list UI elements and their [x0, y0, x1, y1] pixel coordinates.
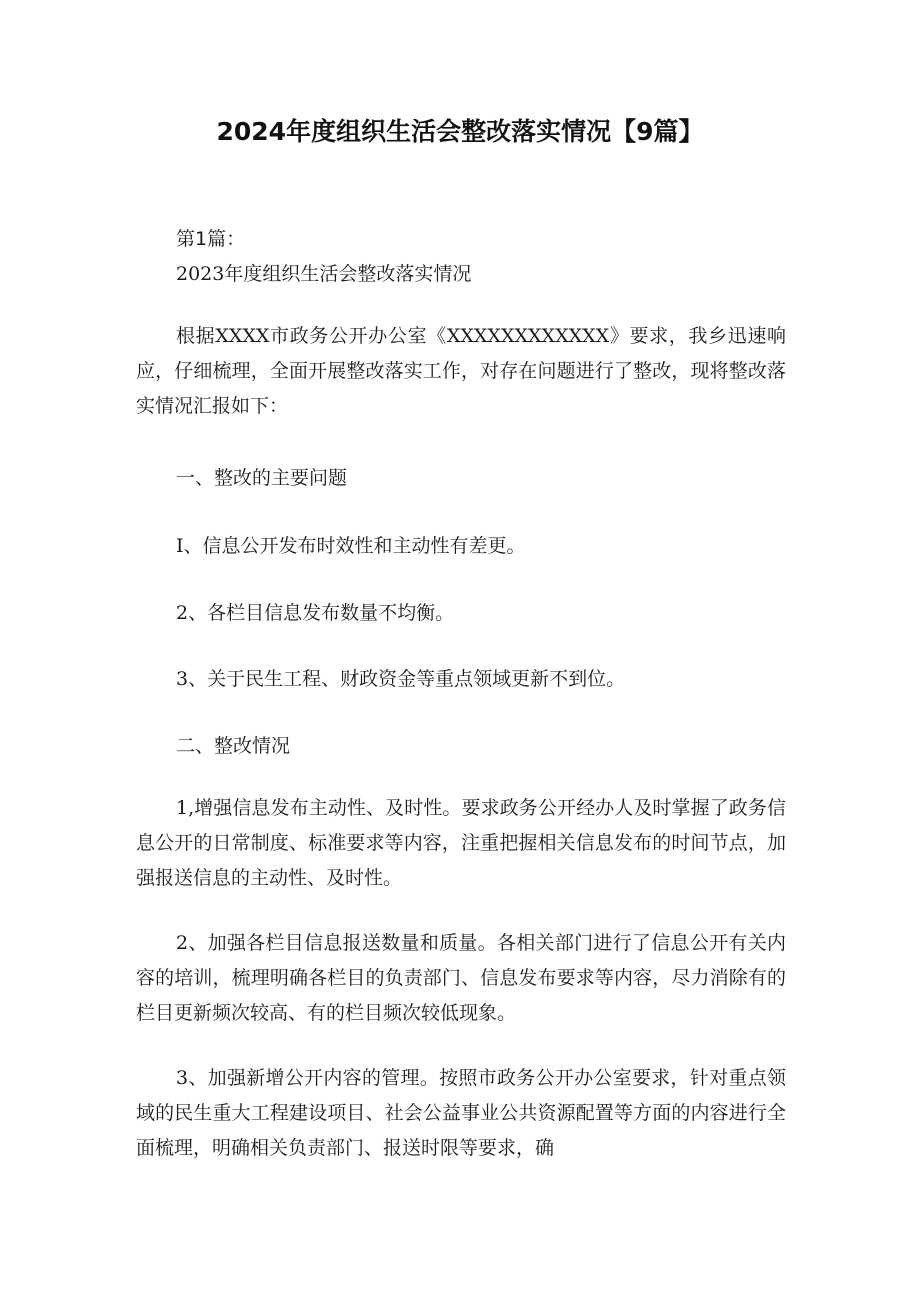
section-title: 2023年度组织生活会整改落实情况	[176, 263, 472, 285]
measure-paragraph: 1,增强信息发布主动性、及时性。要求政务公开经办人及时掌握了政务信息公开的日常制度、标准要求等内容，注重把握相关信息发布的时间节点，加强报送信息的主动性、及时性。	[136, 797, 786, 889]
measure-paragraph: 3、加强新增公开内容的管理。按照市政务公开办公室要求，针对重点领域的民生重大工程建设项目、社会公益事业公共资源配置等方面的内容进行全面梳理，明确相关负责部门、报送时限等要求，确	[136, 1067, 786, 1159]
section-label: 第1篇：	[176, 228, 246, 250]
heading-main-problems: 一、整改的主要问题	[176, 467, 348, 489]
heading-rectification: 二、整改情况	[176, 735, 291, 757]
measure-paragraph: 2、加强各栏目信息报送数量和质量。各相关部门进行了信息公开有关内容的培训，梳理明确各栏目的负责部门、信息发布要求等内容，尽力消除有的栏目更新频次较高、有的栏目频次较低现象。	[136, 932, 786, 1024]
problem-item: I、信息公开发布时效性和主动性有差更。	[176, 535, 526, 557]
document-title: 2024年度组织生活会整改落实情况【9篇】	[216, 117, 704, 146]
problem-item: 2、各栏目信息发布数量不均衡。	[176, 602, 455, 624]
problem-item: 3、关于民生工程、财政资金等重点领域更新不到位。	[176, 668, 626, 690]
intro-paragraph: 根据XXXX市政务公开办公室《XXXXXXXXXXXX》要求，我乡迅速响应，仔细梳理，全面开展整改落实工作，对存在问题进行了整改，现将整改落实情况汇报如下：	[136, 325, 786, 417]
